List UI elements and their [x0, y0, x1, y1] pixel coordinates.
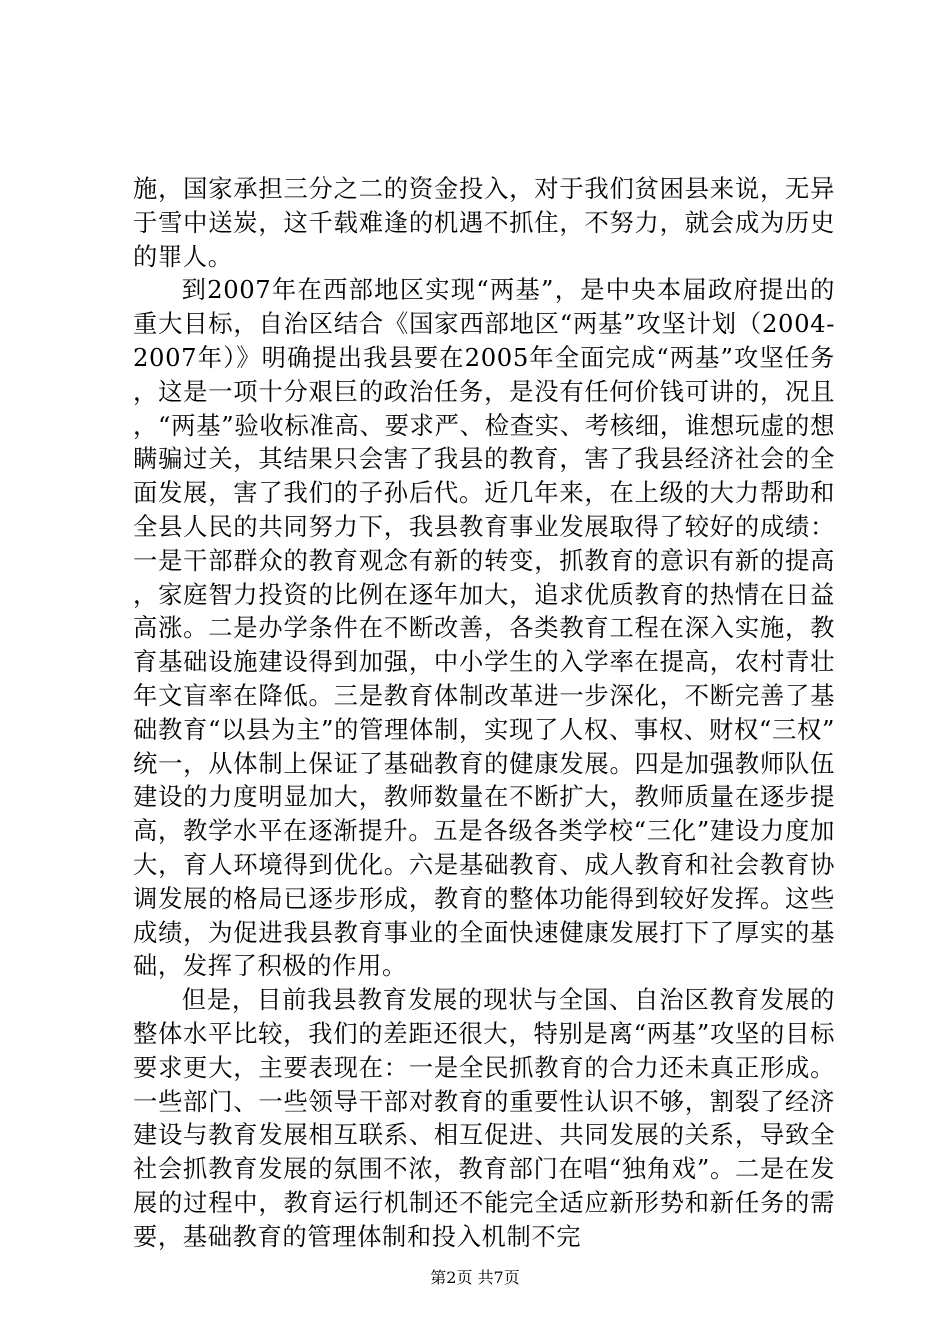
paragraph-current-gaps: 但是，目前我县教育发展的现状与全国、自治区教育发展的整体水平比较，我们的差距还很大，特别是离“两基”攻坚的目标要求更大，主要表现在：一是全民抓教育的合力还未真正形成。一些部门、一些领导干部对教育的重要性认识不够，割裂了经济建设与教育发展相互联系、相互促进、共同发展的关系，导致全社会抓教育发展的氛围不浓，教育部门在唱“独角戏”。二是在发展的过程中，教育运行机制还不能完全适应新形势和新任务的需要，基础教育的管理体制和投入机制不完 [133, 985, 835, 1251]
body-text [133, 172, 835, 1254]
paragraph-continuation: 施，国家承担三分之二的资金投入，对于我们贫困县来说，无异于雪中送炭，这千载难逢的机遇不抓住，不努力，就会成为历史的罪人。 [133, 174, 835, 271]
page-footer: 第2页 共7页 [430, 1268, 520, 1287]
paragraph-two-basics-goal: 到2007年在西部地区实现“两基”，是中央本届政府提出的重大目标，自治区结合《国家西部地区“两基”攻坚计划（2004-2007年）》明确提出我县要在2005年全面完成“两基”攻坚任务，这是一项十分艰巨的政治任务，是没有任何价钱可讲的，况且，“两基”验收标准高、要求严、检查实、考核细，谁想玩虚的想瞒骗过关，其结果只会害了我县的教育，害了我县经济社会的全面发展，害了我们的子孙后代。近几年来，在上级的大力帮助和全县人民的共同努力下，我县教育事业发展取得了较好的成绩：一是干部群众的教育观念有新的转变，抓教育的意识有新的提高，家庭智力投资的比例在逐年加大，追求优质教育的热情在日益高涨。二是办学条件在不断改善，各类教育工程在深入实施，教育基础设施建设得到加强，中小学生的入学率在提高，农村青壮年文盲率在降低。三是教育体制改革进一步深化，不断完善了基础教育“以县为主”的管理体制，实现了人权、事权、财权“三权”统一，从体制上保证了基础教育的健康发展。四是加强教师队伍建设的力度明显加大，教师数量在不断扩大，教师质量在逐步提高，教学水平在逐渐提升。五是各级各类学校“三化”建设力度加大，育人环境得到优化。六是基础教育、成人教育和社会教育协调发展的格局已逐步形成，教育的整体功能得到较好发挥。这些成绩，为促进我县教育事业的全面快速健康发展打下了厚实的基础，发挥了积极的作用。 [133, 275, 835, 981]
